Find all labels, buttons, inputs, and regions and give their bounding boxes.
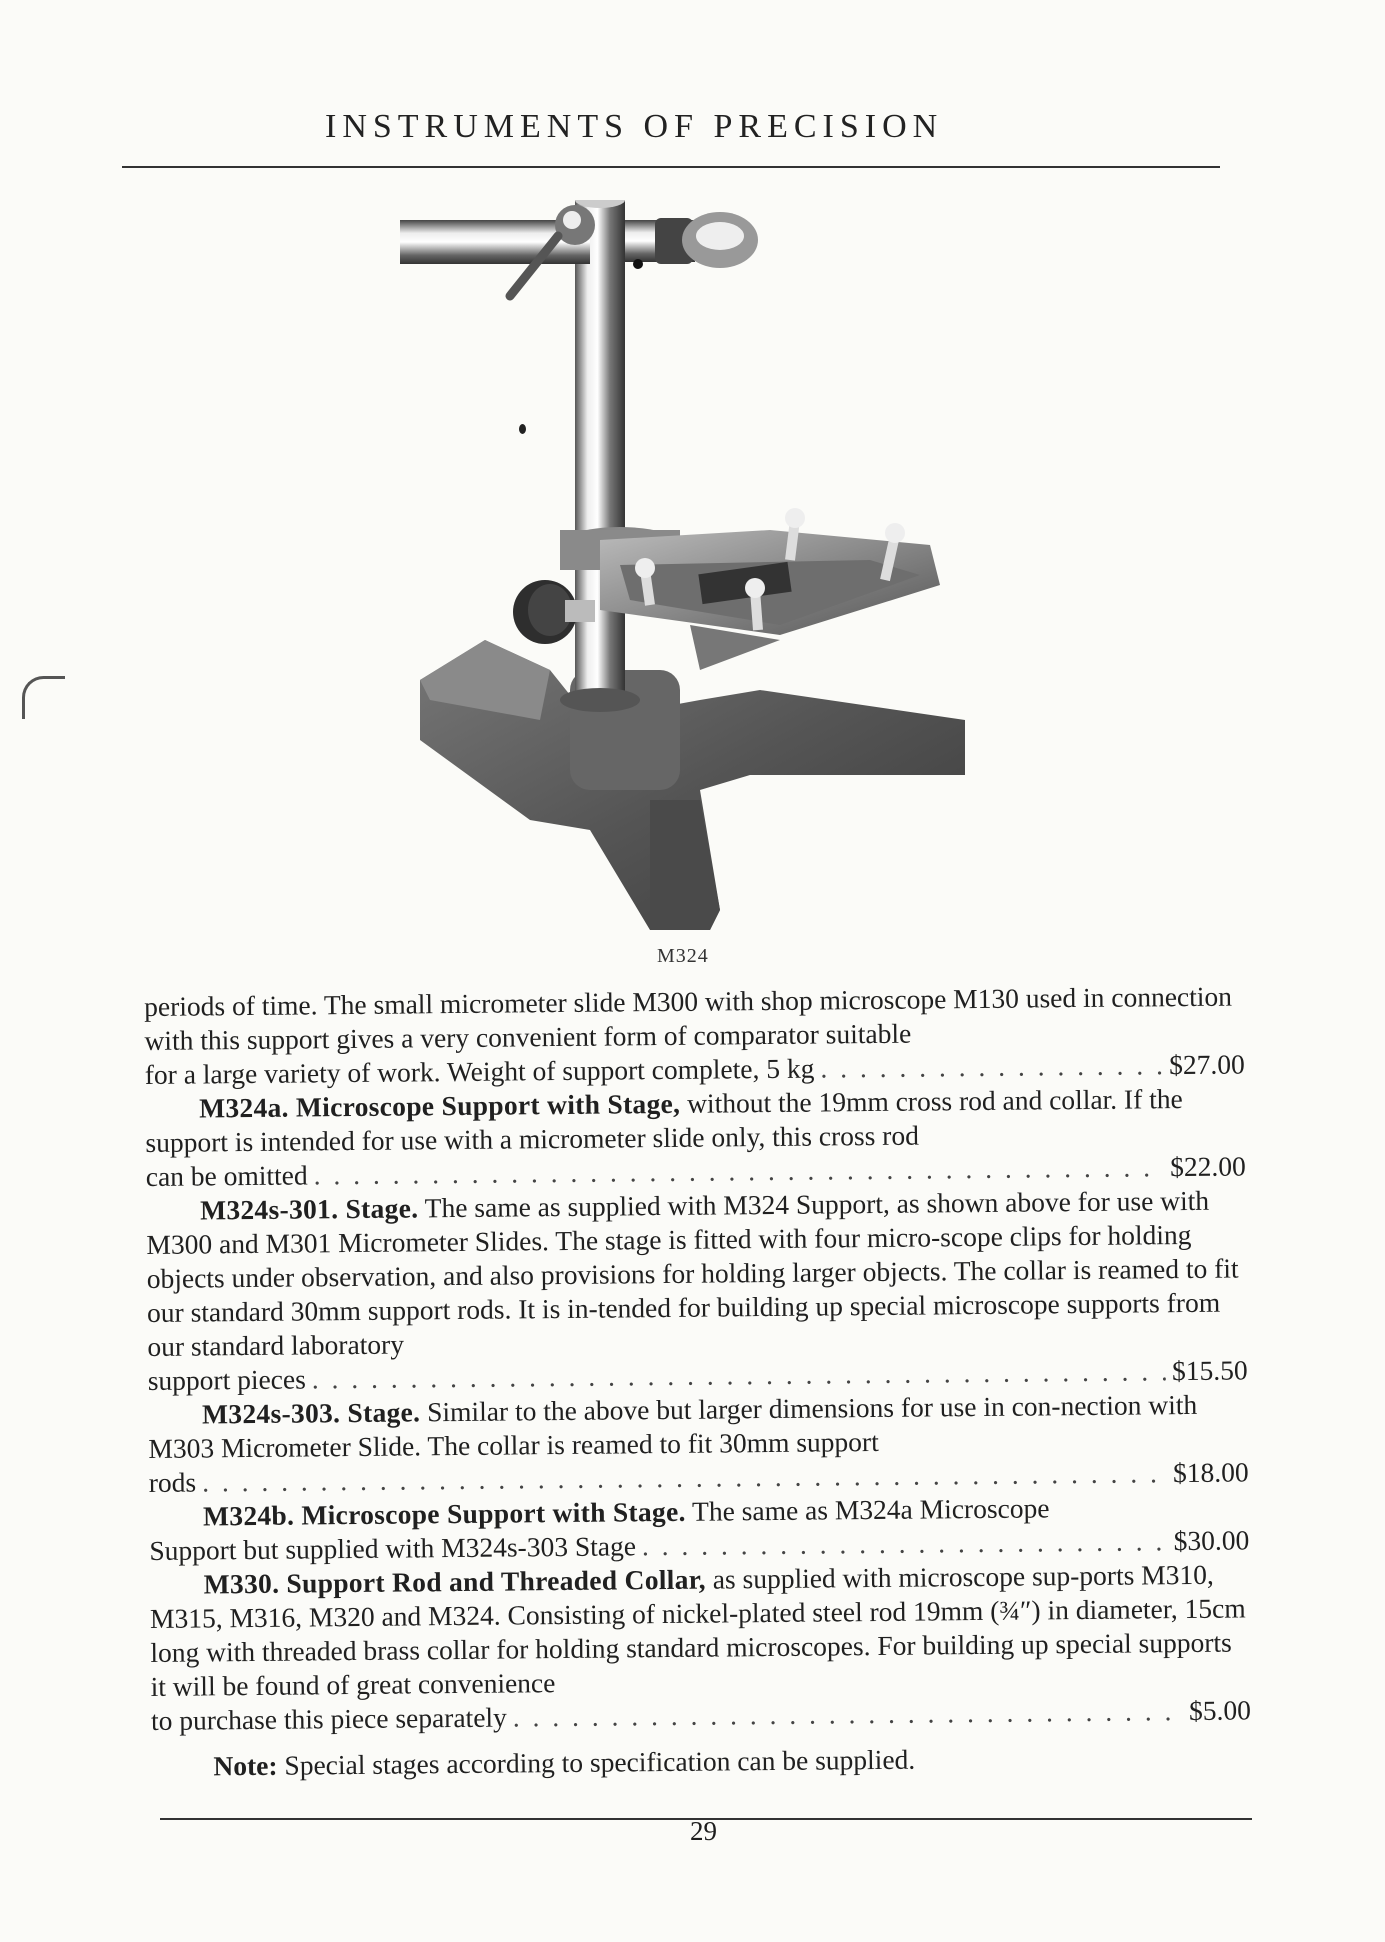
note-label: Note: — [213, 1749, 278, 1782]
note-text: Special stages according to specification can be supplied. — [284, 1743, 916, 1781]
entry-heading: M324a. Microscope Support with Stage, — [198, 1087, 681, 1124]
note — [151, 1739, 1251, 1784]
price: $18.00 — [1172, 1456, 1249, 1489]
paragraph-continuation — [144, 979, 1245, 1058]
leader-dots — [820, 1048, 1163, 1085]
entry-m324a — [145, 1081, 1246, 1160]
microscope-support-illustration — [400, 200, 980, 940]
paragraph-text: periods of time. The small micrometer slide M300 with shop microscope M130 used in connection with this support gives a very convenient form of comparator suitable — [144, 980, 1233, 1056]
entry-m324s-303 — [148, 1387, 1249, 1466]
leader-dots — [642, 1524, 1168, 1563]
price-line-text: to purchase this piece separately — [150, 1701, 507, 1736]
price: $22.00 — [1169, 1150, 1246, 1183]
entry-heading: M324s-301. Stage. — [199, 1192, 419, 1226]
price: $5.00 — [1188, 1694, 1252, 1727]
price-line-text: rods — [148, 1466, 197, 1498]
entry-text: without the 19mm cross rod and collar. If the support is intended for use with a micrometer slide only, this cross rod — [145, 1083, 1183, 1158]
entry-heading: M324b. Microscope Support with Stage. — [202, 1495, 686, 1532]
entry-heading: M330. Support Rod and Threaded Collar, — [203, 1563, 707, 1600]
price-line-text: Support but supplied with M324s-303 Stage — [149, 1530, 637, 1566]
price: $15.50 — [1171, 1354, 1248, 1387]
price-line-text: support pieces — [147, 1363, 306, 1396]
product-figure — [400, 200, 980, 940]
running-head: INSTRUMENTS OF PRECISION — [325, 108, 944, 145]
entry-text: Similar to the above but larger dimensions for use in con-nection with M303 Micrometer Slide. The collar is reamed to fit 30mm support — [148, 1388, 1198, 1464]
price: $30.00 — [1173, 1524, 1250, 1557]
page-number: 29 — [690, 1816, 717, 1846]
price-line-text: for a large variety of work. Weight of support complete, 5 kg — [144, 1052, 815, 1090]
entry-m324s-301 — [146, 1183, 1248, 1364]
entry-m330 — [150, 1557, 1251, 1704]
figure-caption: M324 — [657, 945, 709, 967]
body-text — [144, 979, 1252, 1784]
entry-heading: M324s-303. Stage. — [201, 1396, 421, 1430]
entry-text: as supplied with microscope sup-ports M310, M315, M316, M320 and M324. Consisting of nickel-plated steel rod 19mm (¾″) in diameter, 15cm long with threaded brass collar for holding standard microscopes. For building up special supports it will be found of great convenience — [149, 1558, 1246, 1702]
entry-text: The same as M324a Microscope — [691, 1492, 1050, 1527]
leader-dots — [513, 1694, 1184, 1734]
price: $27.00 — [1168, 1048, 1245, 1081]
header-rule — [122, 166, 1220, 168]
entry-text: The same as supplied with M324 Support, as shown above for use with M300 and M301 Micrometer Slides. The stage is fitted with four micro-scope clips for holding objects under observation, and also provisions for holding larger objects. The collar is reamed to fit our standard 30mm support rods. It is in-tended for building up special microscope supports from our standard laboratory — [146, 1184, 1239, 1362]
price-line-text: can be omitted — [145, 1159, 308, 1192]
